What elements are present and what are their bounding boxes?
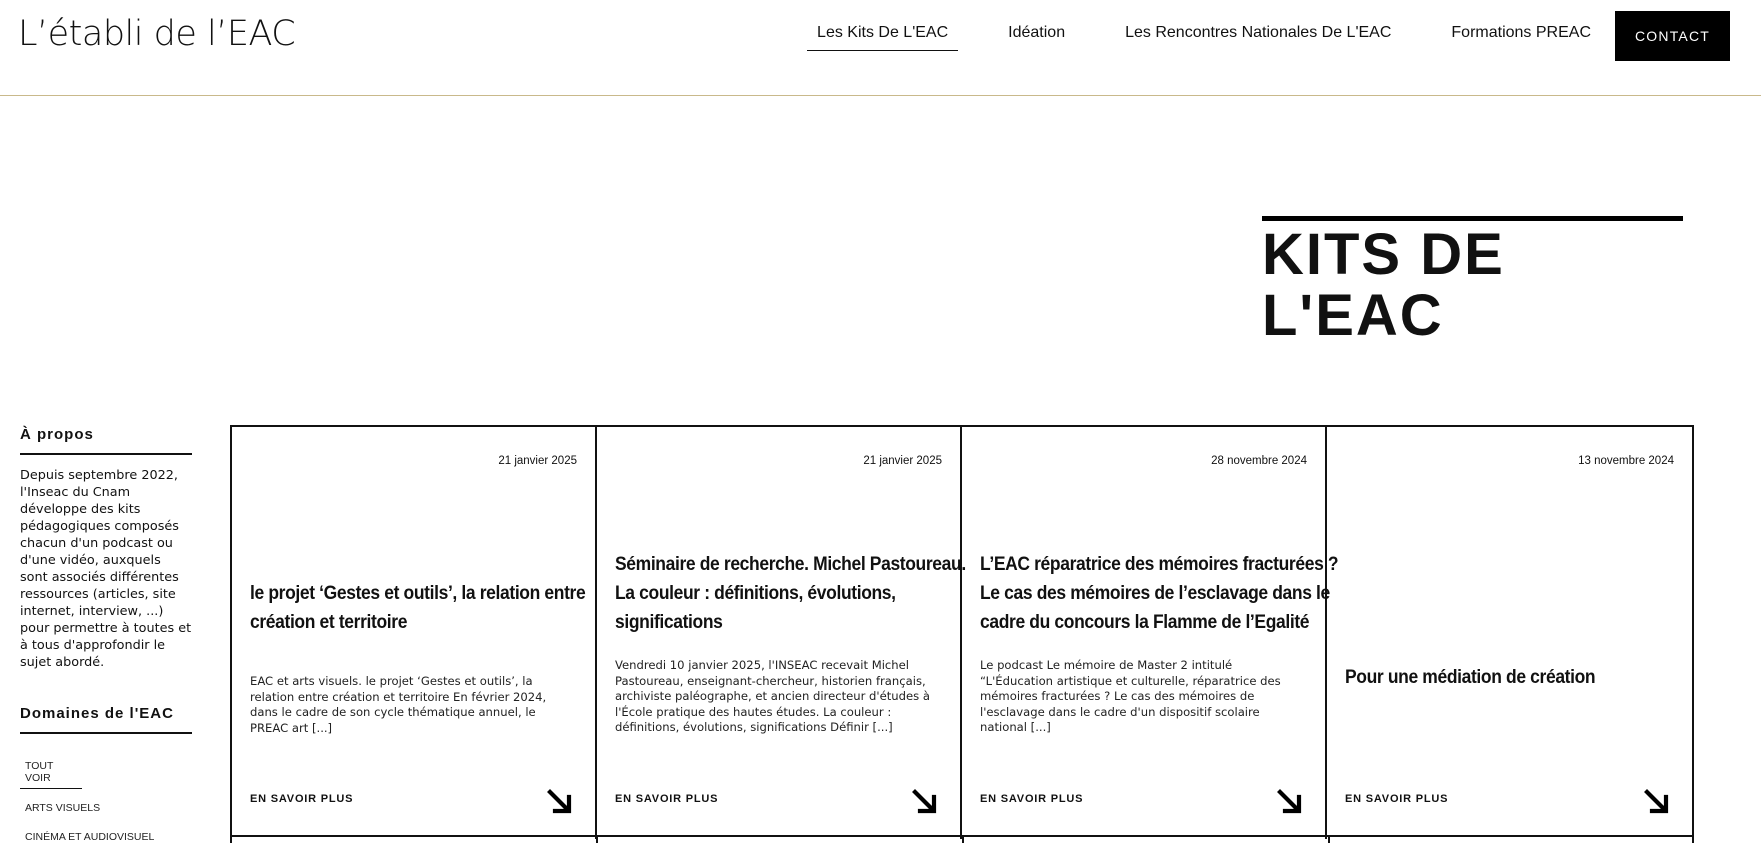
kit-card[interactable] <box>962 427 1339 839</box>
next-row-edge <box>230 835 1694 843</box>
nav-formations[interactable]: Formations PREAC <box>1451 24 1591 41</box>
card-date: 13 novembre 2024 <box>1578 455 1674 467</box>
card-date: 21 janvier 2025 <box>498 455 577 467</box>
read-more-link[interactable]: EN SAVOIR PLUS <box>615 793 719 805</box>
arrow-down-right-icon[interactable] <box>912 789 938 815</box>
nav-ideation[interactable]: Idéation <box>1008 24 1066 41</box>
arrow-down-right-icon[interactable] <box>1644 789 1670 815</box>
card-excerpt: Le podcast Le mémoire de Master 2 intitulé “L'Éducation artistique et culturelle, réparatrice des mémoires fracturées ? Le cas des mémoires de l'esclavage dans le cadre d'un dispositif scolaire national [...] <box>980 658 1281 734</box>
about-text: Depuis septembre 2022, l'Inseac du Cnam développe des kits pédagogiques composés chacun d'un podcast ou d'une vidéo, auxquels sont associés différentes ressources (articles, site internet, interview, ...) pour permettre à toutes et à tous d'approfondir le sujet abordé. <box>20 468 192 670</box>
card-title[interactable]: Séminaire de recherche. Michel Pastoureau. La couleur : définitions, évolutions, significations <box>615 554 966 633</box>
site-logo[interactable]: L’établi de l’EAC <box>18 14 296 54</box>
card-title[interactable]: Pour une médiation de création <box>1345 667 1596 688</box>
kit-card[interactable] <box>232 427 597 839</box>
kits-grid <box>230 425 1694 843</box>
card-excerpt: EAC et arts visuels. le projet ‘Gestes et outils’, la relation entre création et territoire En février 2024, dans le cadre de son cycle thématique annuel, le PREAC art [...] <box>250 674 547 735</box>
read-more-link[interactable]: EN SAVOIR PLUS <box>980 793 1084 805</box>
nav-rencontres[interactable]: Les Rencontres Nationales De L'EAC <box>1125 24 1392 41</box>
page-title-block <box>1262 216 1683 347</box>
title-rule <box>1262 216 1683 221</box>
site-header <box>0 0 1761 96</box>
read-more-link[interactable]: EN SAVOIR PLUS <box>250 793 354 805</box>
domains-heading: Domaines de l'EAC <box>20 705 192 734</box>
arrow-down-right-icon[interactable] <box>1277 789 1303 815</box>
filter-all[interactable]: TOUT VOIR <box>20 756 82 789</box>
kit-card[interactable] <box>1327 427 1692 839</box>
arrow-down-right-icon[interactable] <box>547 789 573 815</box>
sidebar <box>20 426 192 843</box>
card-excerpt: Vendredi 10 janvier 2025, l'INSEAC recevait Michel Pastoureau, enseignant-chercheur, historien français, archiviste paléographe, et ancien directeur d'études à l'École pratique des hautes études. La couleur : définitions, évolutions, significations Définir [...] <box>615 658 930 734</box>
card-date: 21 janvier 2025 <box>863 455 942 467</box>
domain-filters <box>20 756 192 843</box>
filter-arts-visuels[interactable]: ARTS VISUELS <box>25 802 101 814</box>
about-heading: À propos <box>20 426 192 455</box>
contact-button[interactable]: CONTACT <box>1615 11 1730 61</box>
kit-card[interactable] <box>597 427 966 839</box>
read-more-link[interactable]: EN SAVOIR PLUS <box>1345 793 1449 805</box>
filter-cinema[interactable]: CINÉMA ET AUDIOVISUEL <box>25 831 155 843</box>
page-title: KITS DE L'EAC <box>1262 222 1505 348</box>
card-title[interactable]: L’EAC réparatrice des mémoires fracturées ? Le cas des mémoires de l’esclavage dans le cadre du concours la Flamme de l’Egalité <box>980 554 1339 633</box>
card-date: 28 novembre 2024 <box>1211 455 1307 467</box>
main-nav <box>767 24 1601 51</box>
nav-kits[interactable]: Les Kits De L'EAC <box>807 24 958 51</box>
card-title[interactable]: le projet ‘Gestes et outils’, la relation entre création et territoire <box>250 583 586 633</box>
